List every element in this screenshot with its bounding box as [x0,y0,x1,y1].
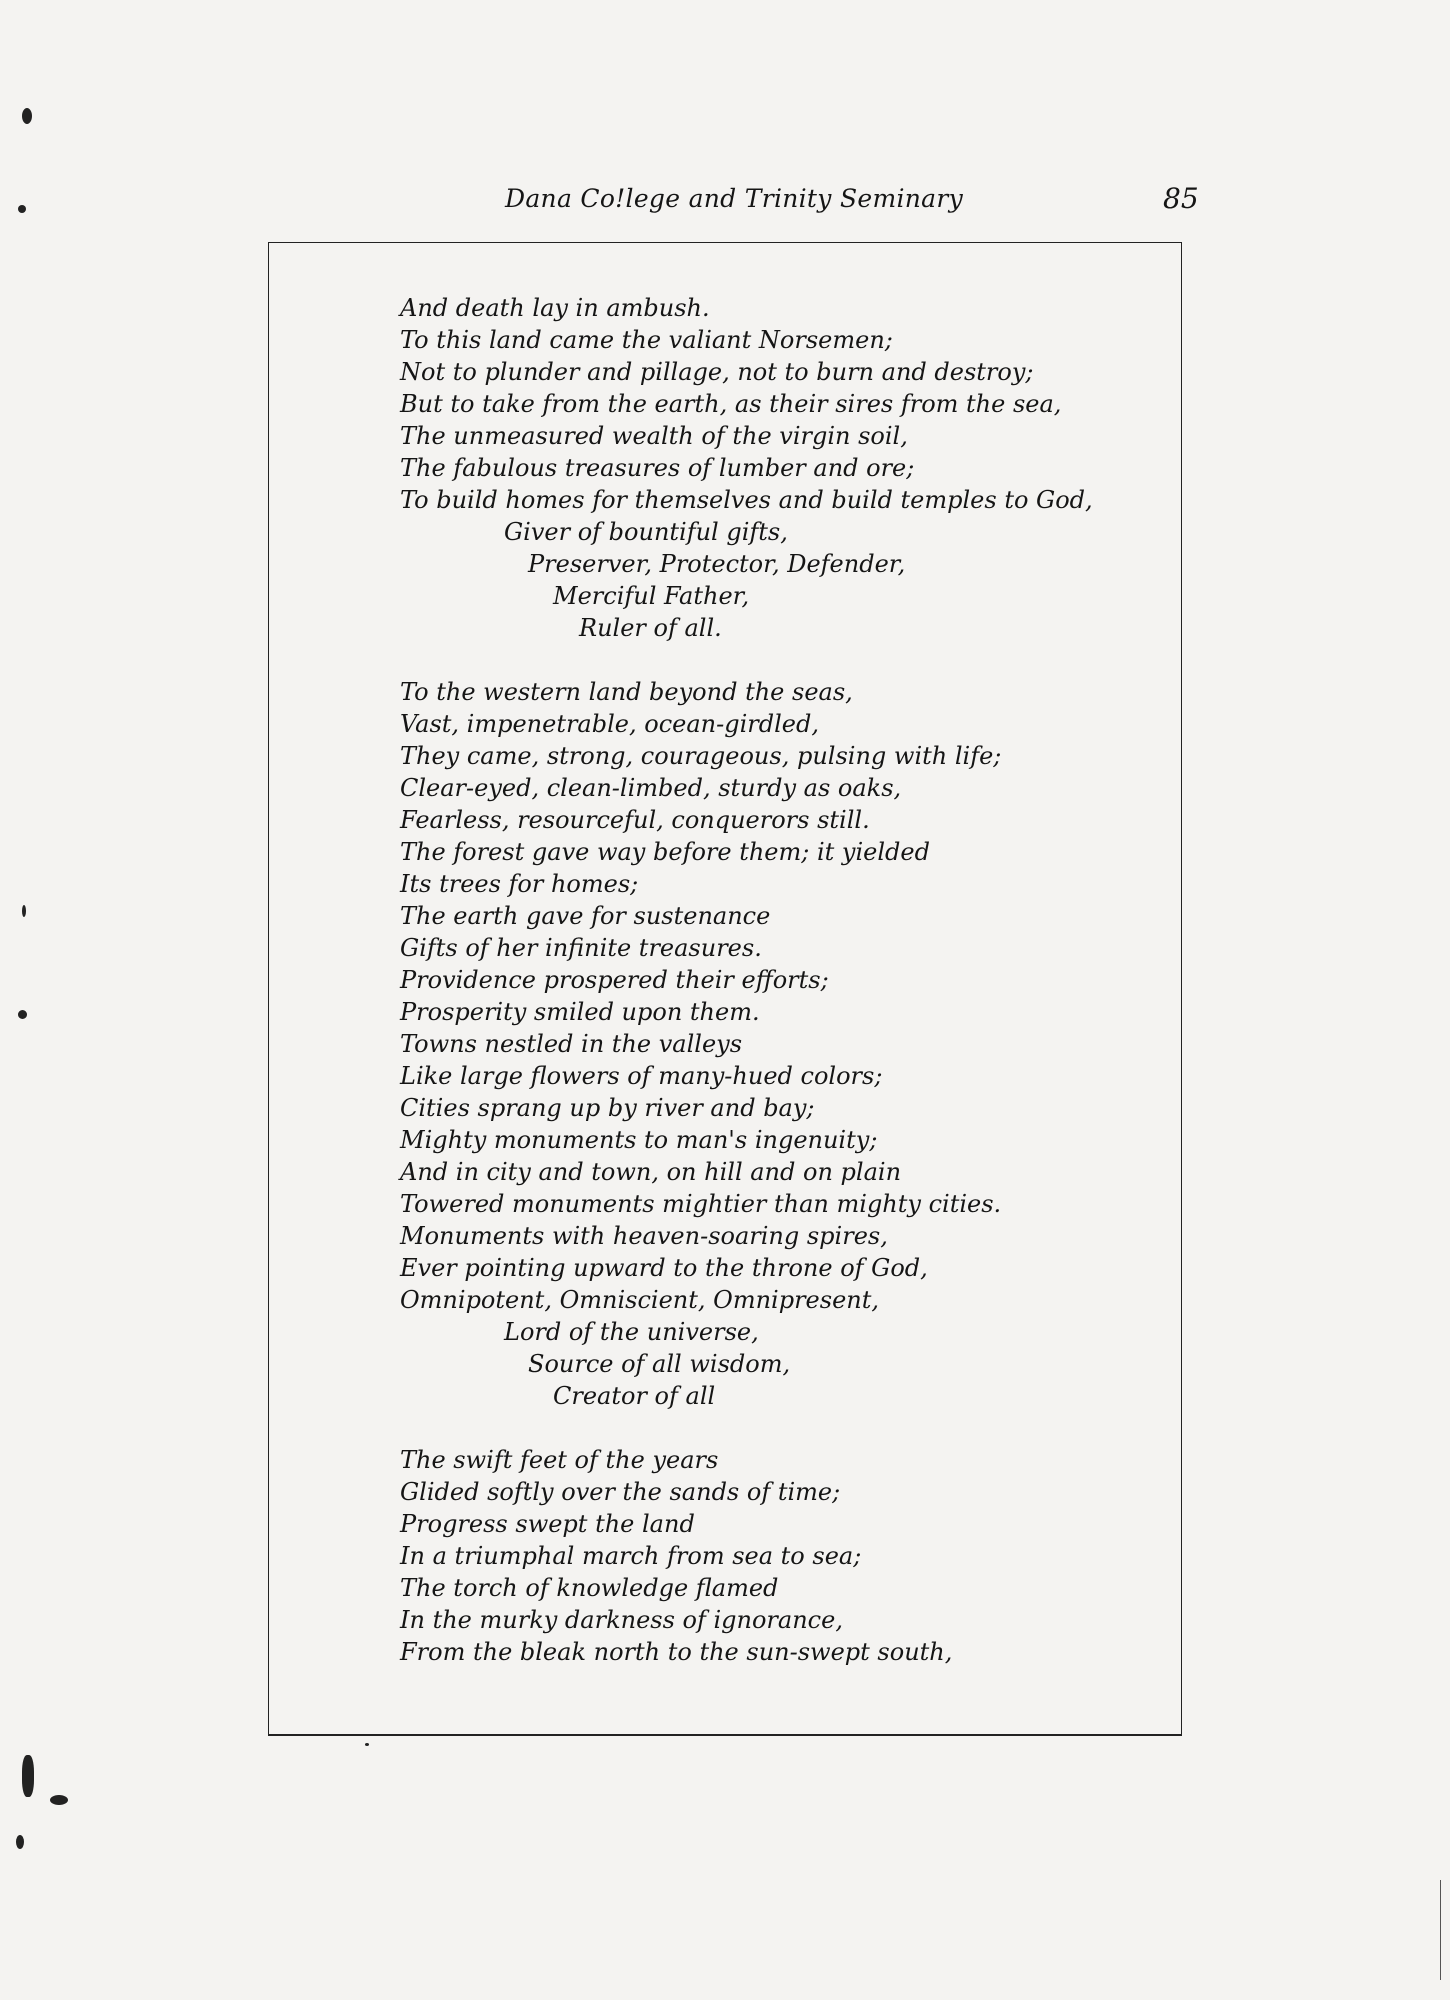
stanza-break [400,644,1160,676]
page-number: 85 [1163,182,1199,215]
scan-speck [18,205,26,213]
poem-line: The swift feet of the years [400,1446,719,1474]
poem-line: Lord of the universe, [504,1318,759,1346]
poem-line: From the bleak north to the sun-swept south, [400,1638,953,1666]
poem-line: But to take from the earth, as their sires from the sea, [400,390,1062,418]
poem-line: Preserver, Protector, Defender, [528,550,906,578]
poem-line: Providence prospered their efforts; [400,966,829,994]
poem-line: And in city and town, on hill and on plain [400,1158,902,1186]
poem-line: In the murky darkness of ignorance, [400,1606,843,1634]
scan-speck [22,108,32,124]
poem-line: Creator of all [553,1382,716,1410]
poem-line: Towered monuments mightier than mighty cities. [400,1190,1002,1218]
poem-line: Vast, impenetrable, ocean-girdled, [400,710,819,738]
poem-line: They came, strong, courageous, pulsing with life; [400,742,1002,770]
stanza-break [400,1412,1160,1444]
poem-line: Mighty monuments to man's ingenuity; [400,1126,878,1154]
poem-line: To build homes for themselves and build temples to God, [400,486,1093,514]
scan-speck [18,1010,27,1019]
poem-line: Clear-eyed, clean-limbed, sturdy as oaks, [400,774,902,802]
poem-line: Gifts of her infinite treasures. [400,934,762,962]
poem-line: Its trees for homes; [400,870,639,898]
poem-line: Ever pointing upward to the throne of God, [400,1254,928,1282]
poem-line: Monuments with heaven-soaring spires, [400,1222,888,1250]
page-edge [1440,1880,1441,1980]
poem-line: Source of all wisdom, [528,1350,791,1378]
poem-line: Fearless, resourceful, conquerors still. [400,806,870,834]
scan-speck [22,905,26,917]
scan-speck [22,1755,34,1797]
poem-line: To the western land beyond the seas, [400,678,853,706]
poem-line: To this land came the valiant Norsemen; [400,326,893,354]
scan-speck [365,1743,369,1746]
poem-line: The torch of knowledge flamed [400,1574,779,1602]
poem-line: The forest gave way before them; it yielded [400,838,930,866]
poem-line: And death lay in ambush. [400,294,710,322]
poem-line: The earth gave for sustenance [400,902,771,930]
poem-line: Giver of bountiful gifts, [504,518,788,546]
poem-body [400,292,1160,1668]
scan-speck [50,1795,68,1805]
poem-line: In a triumphal march from sea to sea; [400,1542,862,1570]
poem-line: The fabulous treasures of lumber and ore; [400,454,915,482]
poem-line: Cities sprang up by river and bay; [400,1094,815,1122]
scan-speck [16,1835,24,1849]
poem-line: Merciful Father, [553,582,750,610]
poem-line: Ruler of all. [579,614,722,642]
running-title: Dana Co!lege and Trinity Seminary [505,184,964,213]
poem-line: Like large flowers of many-hued colors; [400,1062,883,1090]
poem-line: Not to plunder and pillage, not to burn and destroy; [400,358,1034,386]
poem-line: The unmeasured wealth of the virgin soil, [400,422,908,450]
poem-line: Glided softly over the sands of time; [400,1478,841,1506]
poem-line: Towns nestled in the valleys [400,1030,743,1058]
poem-line: Omnipotent, Omniscient, Omnipresent, [400,1286,880,1314]
poem-line: Progress swept the land [400,1510,695,1538]
poem-line: Prosperity smiled upon them. [400,998,760,1026]
